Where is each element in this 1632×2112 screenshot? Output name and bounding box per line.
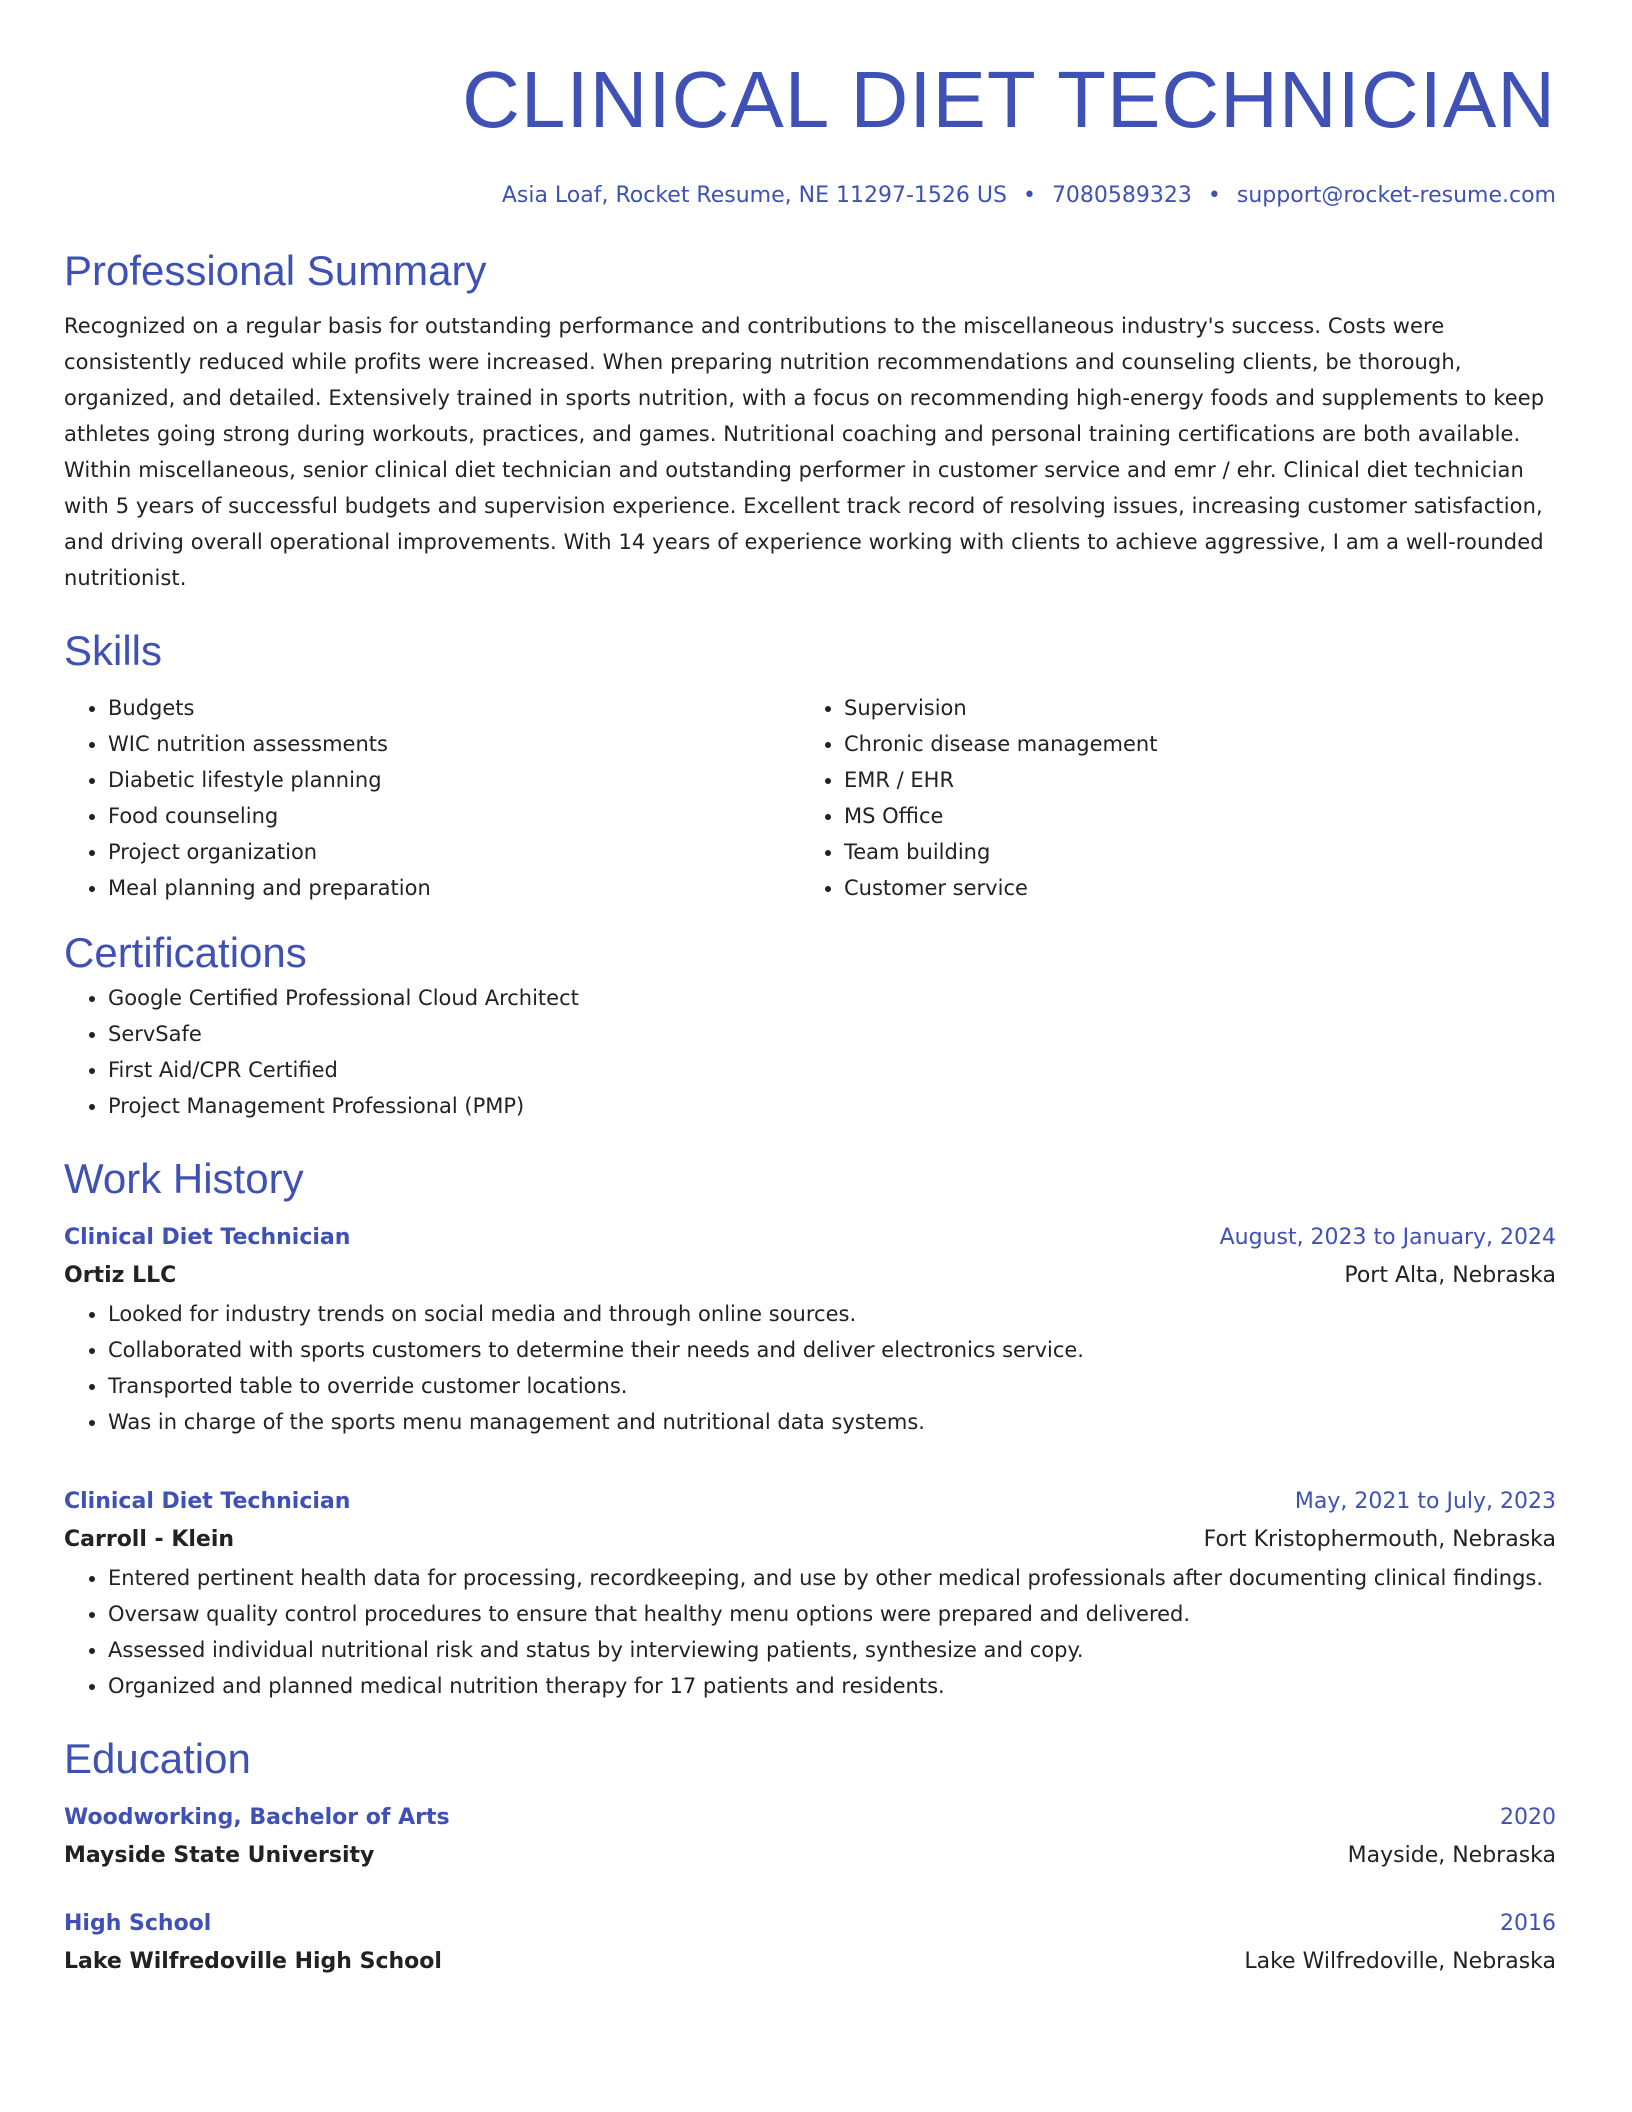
- certification-item: • Google Certified Professional Cloud Architect: [108, 980, 1556, 1016]
- skill-item: • Diabetic lifestyle planning: [108, 762, 800, 798]
- certifications-list: [64, 980, 1556, 1124]
- job-company-row: [64, 1256, 1556, 1296]
- job-bullet: • Assessed individual nutritional risk and status by interviewing patients, synthesize and copy.: [108, 1632, 1556, 1668]
- job-bullet: • Looked for industry trends on social media and through online sources.: [108, 1296, 1556, 1332]
- education-entry: [64, 1906, 1556, 1982]
- job-company: Ortiz LLC: [64, 1263, 177, 1288]
- certification-item: • Project Management Professional (PMP): [108, 1088, 1556, 1124]
- skill-item: • Project organization: [108, 834, 800, 870]
- work-history-heading: Work History: [64, 1155, 304, 1202]
- skill-item: • Customer service: [844, 870, 1536, 906]
- skill-item: • MS Office: [844, 798, 1536, 834]
- education-school: Lake Wilfredoville High School: [64, 1949, 442, 1974]
- certifications-heading: Certifications: [64, 929, 307, 976]
- skill-item: • Budgets: [108, 690, 800, 726]
- skill-item: • Chronic disease management: [844, 726, 1536, 762]
- contact-phone: 7080589323: [1051, 183, 1192, 208]
- contact-line: [64, 180, 1556, 212]
- job-bullet: • Oversaw quality control procedures to ensure that healthy menu options were prepared and delivered.: [108, 1596, 1556, 1632]
- education-location: Lake Wilfredoville, Nebraska: [1244, 1949, 1556, 1974]
- skills-column-right: [800, 690, 1536, 906]
- education-degree-row: [64, 1906, 1556, 1942]
- skills-columns: [64, 690, 1556, 906]
- job-company: Carroll - Klein: [64, 1527, 235, 1552]
- certification-item: • First Aid/CPR Certified: [108, 1052, 1556, 1088]
- education-degree-row: [64, 1800, 1556, 1836]
- contact-address: Asia Loaf, Rocket Resume, NE 11297-1526 US: [501, 183, 1007, 208]
- summary-heading: Professional Summary: [64, 247, 487, 294]
- job-entry: [64, 1484, 1556, 1704]
- education-school-row: [64, 1836, 1556, 1876]
- skills-column-left: [64, 690, 800, 906]
- summary-text: Recognized on a regular basis for outstanding performance and contributions to the miscellaneous industry's success. Costs were consistently reduced while profits were increased. When preparing nutrition recommendations and counseling clients, be thorough, organized, and detailed. Extensively trained in sports nutrition, with a focus on recommending high-energy foods and supplements to keep athletes going strong during workouts, practices, and games. Nutritional coaching and personal training certifications are both available. Within miscellaneous, senior clinical diet technician and outstanding performer in customer service and emr / ehr. Clinical diet technician with 5 years of successful budgets and supervision experience. Excellent track record of resolving issues, increasing customer satisfaction, and driving overall operational improvements. With 14 years of experience working with clients to achieve aggressive, I am a well-rounded nutritionist.: [64, 314, 1545, 590]
- job-entry: [64, 1220, 1556, 1440]
- job-location: Fort Kristophermouth, Nebraska: [1203, 1527, 1556, 1552]
- job-bullet: • Collaborated with sports customers to determine their needs and deliver electronics service.: [108, 1332, 1556, 1368]
- job-title: Clinical Diet Technician: [64, 1489, 351, 1514]
- job-bullets: [64, 1296, 1556, 1440]
- education-year: 2020: [1500, 1805, 1556, 1830]
- job-dates: August, 2023 to January, 2024: [1219, 1225, 1556, 1250]
- skill-item: • EMR / EHR: [844, 762, 1536, 798]
- education-school-row: [64, 1942, 1556, 1982]
- skill-item: • WIC nutrition assessments: [108, 726, 800, 762]
- certification-item: • ServSafe: [108, 1016, 1556, 1052]
- education-degree: High School: [64, 1911, 212, 1936]
- job-bullet: • Entered pertinent health data for processing, recordkeeping, and use by other medical professionals after documenting clinical findings.: [108, 1560, 1556, 1596]
- job-title: Clinical Diet Technician: [64, 1225, 351, 1250]
- skill-item: • Meal planning and preparation: [108, 870, 800, 906]
- contact-email[interactable]: support@rocket-resume.com: [1236, 183, 1556, 208]
- education-entry: [64, 1800, 1556, 1876]
- education-location: Mayside, Nebraska: [1347, 1843, 1556, 1868]
- skills-heading: Skills: [64, 627, 163, 674]
- job-dates: May, 2021 to July, 2023: [1294, 1489, 1556, 1514]
- job-header-row: [64, 1220, 1556, 1256]
- education-degree: Woodworking, Bachelor of Arts: [64, 1805, 450, 1830]
- resume-page: [64, 50, 1556, 1982]
- education-year: 2016: [1500, 1911, 1556, 1936]
- education-heading: Education: [64, 1735, 251, 1782]
- skill-item: • Food counseling: [108, 798, 800, 834]
- skill-item: • Team building: [844, 834, 1536, 870]
- job-header-row: [64, 1484, 1556, 1520]
- education-school: Mayside State University: [64, 1843, 375, 1868]
- job-bullets: [64, 1560, 1556, 1704]
- contact-separator: •: [1022, 183, 1036, 208]
- job-company-row: [64, 1520, 1556, 1560]
- job-bullet: • Organized and planned medical nutrition therapy for 17 patients and residents.: [108, 1668, 1556, 1704]
- job-bullet: • Was in charge of the sports menu management and nutritional data systems.: [108, 1404, 1556, 1440]
- resume-title: CLINICAL DIET TECHNICIAN: [462, 55, 1556, 144]
- contact-separator: •: [1207, 183, 1221, 208]
- skill-item: • Supervision: [844, 690, 1536, 726]
- job-location: Port Alta, Nebraska: [1344, 1263, 1556, 1288]
- job-bullet: • Transported table to override customer locations.: [108, 1368, 1556, 1404]
